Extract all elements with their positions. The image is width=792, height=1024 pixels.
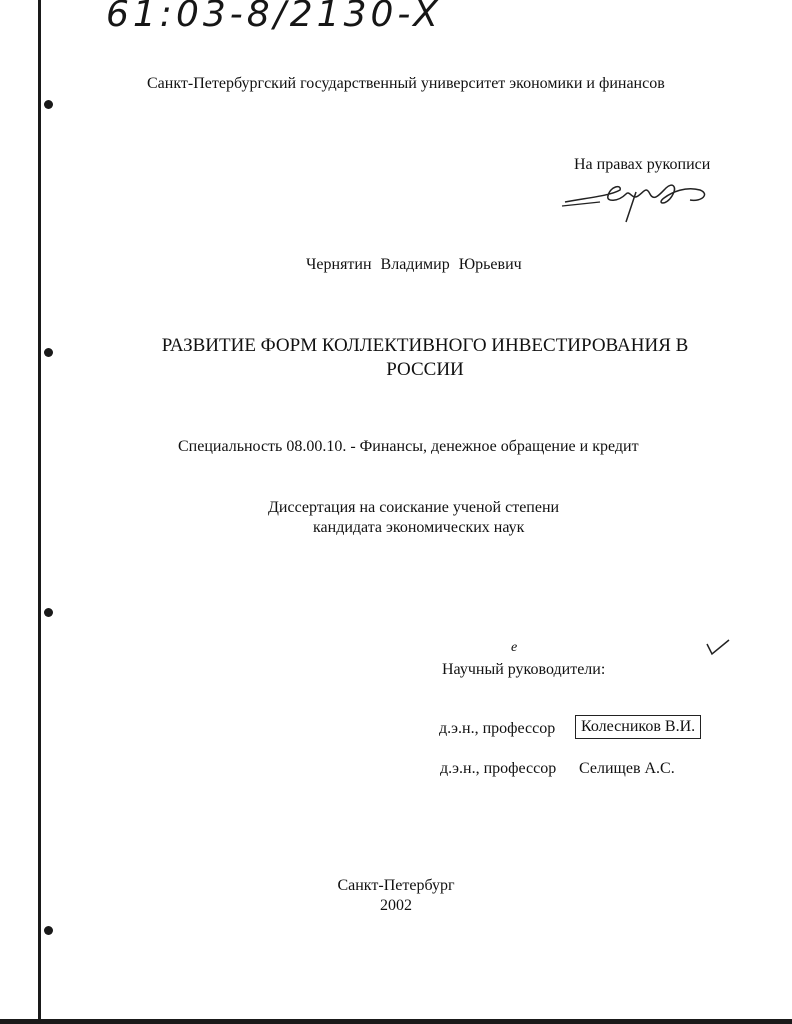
- author-name: Чернятин Владимир Юрьевич: [306, 256, 522, 273]
- year: 2002: [380, 897, 412, 914]
- scan-bottom-edge: [0, 1019, 792, 1024]
- dissertation-title: РАЗВИТИЕ ФОРМ КОЛЛЕКТИВНОГО ИНВЕСТИРОВАНИЯ В РОССИИ: [161, 335, 689, 380]
- punch-hole-mark: [44, 348, 53, 357]
- rights-note: На правах рукописи: [574, 156, 711, 173]
- punch-hole-mark: [44, 926, 53, 935]
- degree-line-2: кандидата экономических наук: [313, 519, 525, 536]
- punch-hole-mark: [44, 100, 53, 109]
- supervisor-degree: д.э.н., профессор: [440, 760, 557, 777]
- university-name: Санкт-Петербургский государственный университет экономики и финансов: [147, 75, 665, 92]
- specialty-line: Специальность 08.00.10. - Финансы, денежное обращение и кредит: [178, 438, 639, 455]
- handwritten-margin-mark: е: [511, 640, 518, 655]
- city: Санкт-Петербург: [337, 877, 455, 894]
- handwritten-catalog-code: 61:03-8/2130-X: [106, 0, 442, 35]
- supervisors-label: Научный руководители:: [442, 661, 606, 678]
- supervisor-degree: д.э.н., профессор: [439, 720, 556, 737]
- supervisor-name: Селищев А.С.: [579, 760, 675, 777]
- supervisor-name-boxed: Колесников В.И.: [575, 715, 701, 739]
- degree-line-1: Диссертация на соискание ученой степени: [268, 499, 560, 516]
- checkmark-icon: [704, 636, 732, 658]
- scan-left-edge: [38, 0, 41, 1024]
- punch-hole-mark: [44, 608, 53, 617]
- signature-icon: [560, 172, 720, 232]
